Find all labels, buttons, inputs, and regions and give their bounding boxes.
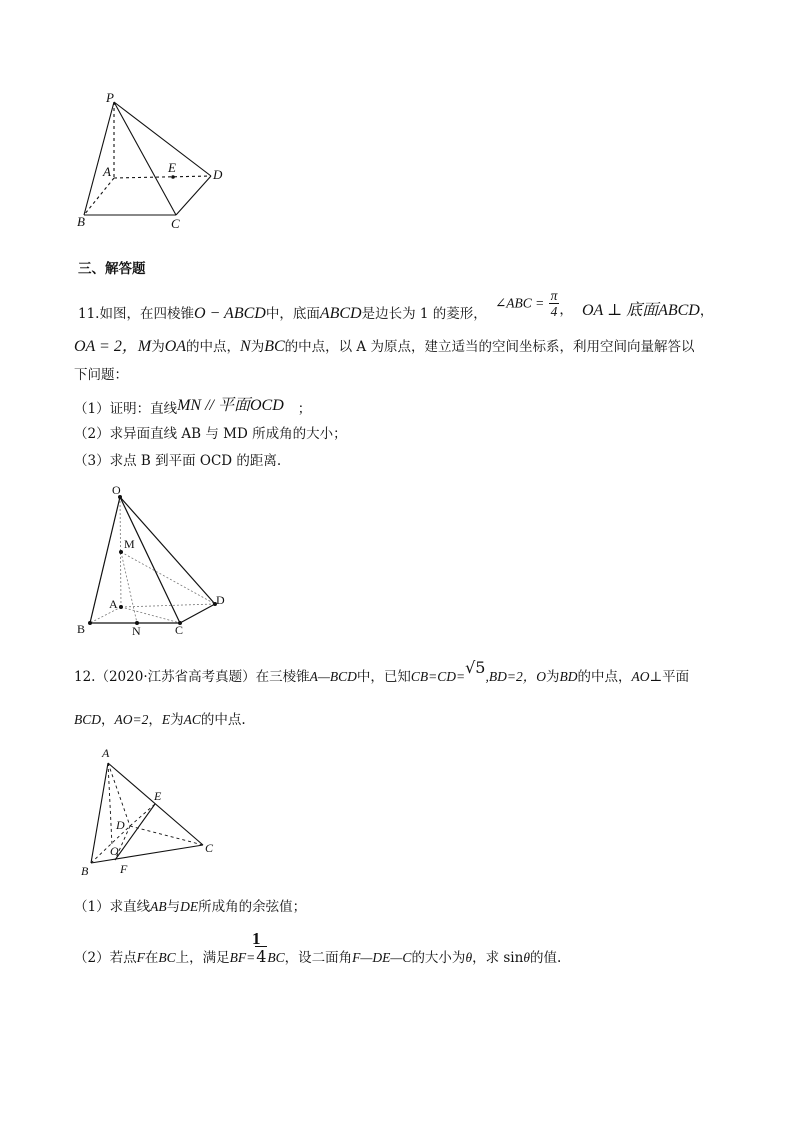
- edge-CD: [180, 604, 215, 623]
- q12-ao: AO: [631, 669, 650, 684]
- q11-text: 11.如图，在四棱锥: [78, 306, 194, 322]
- label-B: B: [77, 622, 86, 636]
- q12-text: 中，已知: [356, 669, 411, 685]
- label-O: O: [112, 483, 121, 497]
- q11-line3: 下问题：: [74, 367, 128, 383]
- label-B: B: [81, 864, 89, 878]
- label-C: C: [171, 216, 180, 231]
- q12-bc2: BC: [267, 950, 285, 965]
- q12-theta: θ: [465, 950, 473, 965]
- segment-MD: [121, 552, 215, 604]
- q11-sub3: （3）求点 B 到平面 OCD 的距离.: [74, 453, 282, 469]
- q12-text: ⊥平面: [649, 669, 690, 685]
- q11-oa-eq: OA = 2: [74, 338, 122, 355]
- edge-PC: [114, 102, 176, 215]
- q11-text: 是边长为 1 的菱形，: [361, 306, 487, 322]
- q12-text: 为: [170, 712, 184, 728]
- label-A: A: [109, 597, 118, 611]
- segment-EF: [115, 804, 155, 860]
- q12-ao-eq: AO=2: [114, 712, 149, 727]
- q12-ac: AC: [183, 712, 201, 727]
- q11-line2: [74, 338, 694, 356]
- edge-AD: [121, 604, 215, 607]
- label-D: D: [116, 818, 125, 832]
- q11-oa: OA: [164, 338, 187, 355]
- q12-text: 12.（2020·江苏省高考真题）在三棱锥: [74, 669, 310, 685]
- label-P: P: [106, 90, 114, 105]
- edge-CD: [176, 176, 211, 215]
- q12-text: ，设二面角: [284, 950, 353, 966]
- q12-line1: [74, 658, 690, 686]
- q12-line2: [74, 711, 246, 729]
- label-N: N: [132, 624, 141, 638]
- q12-theta: θ: [523, 950, 530, 965]
- q12-text: 在: [144, 950, 159, 966]
- label-C: C: [175, 623, 184, 637]
- q12-text: ，: [101, 712, 115, 728]
- q12-bc: BC: [158, 950, 176, 965]
- q11-pyramid: O − ABCD: [193, 305, 266, 322]
- q12-text: 与: [166, 899, 181, 915]
- fraction-numerator: π: [550, 288, 558, 303]
- q11-perp: OA ⊥ 底面ABCD: [582, 302, 700, 319]
- segment-AC: [121, 607, 180, 623]
- q11-text: 为: [250, 339, 265, 355]
- point-B: [88, 621, 92, 625]
- q12-text: ，求 sin: [472, 950, 524, 966]
- edge-OC: [120, 497, 180, 623]
- q11-angle-fraction: [549, 288, 560, 319]
- fraction-denominator: 4: [256, 947, 267, 966]
- label-E: E: [154, 789, 162, 803]
- label-E: E: [168, 160, 176, 175]
- q12-de: DE: [180, 899, 199, 914]
- q12-text: （2）若点: [74, 950, 137, 966]
- q12-text: 所成角的余弦值；: [198, 899, 307, 915]
- edge-BC: [91, 845, 203, 863]
- figure-pyramid-oabcd: [70, 478, 240, 638]
- q12-sub2-fraction-num: 1: [252, 929, 261, 948]
- q11-m: ，M: [121, 338, 152, 355]
- q12-bcd: BCD: [74, 712, 101, 727]
- q12-text: 的中点.: [200, 712, 246, 728]
- label-F: F: [120, 862, 128, 876]
- q11-angle-expr: [495, 288, 573, 319]
- label-O: O: [110, 844, 119, 858]
- q12-ab: AB: [150, 899, 167, 914]
- label-D: D: [216, 593, 225, 607]
- segment-AO: [108, 763, 112, 845]
- point-M: [119, 550, 123, 554]
- q11-line1: [78, 305, 487, 323]
- q12-text: ，: [148, 712, 162, 728]
- q11-angle: ∠ABC =: [495, 295, 545, 311]
- q12-e: E: [161, 712, 171, 727]
- figure-tetrahedron-abcd: [70, 740, 230, 880]
- q11-text: 中，底面: [265, 306, 320, 322]
- label-D: D: [213, 167, 223, 182]
- q12-text: 的值.: [529, 950, 562, 966]
- q12-text: 上，满足: [175, 950, 230, 966]
- q12-text: 的中点，: [577, 669, 632, 685]
- q11-text: 的中点，以 A 为原点，建立适当的空间坐标系，利用空间向量解答以: [284, 339, 695, 355]
- q12-text: 为: [545, 669, 560, 685]
- q12-sub2: [74, 948, 561, 967]
- point-E: [171, 175, 175, 179]
- q12-cb-cd: CB=CD=: [410, 669, 466, 684]
- q11-sub1: [74, 397, 312, 418]
- edge-AD: [114, 176, 211, 178]
- q12-f: F: [136, 950, 145, 965]
- fraction-denominator: 4: [550, 304, 558, 319]
- q12-text: 的大小为: [411, 950, 466, 966]
- q12-fdec: F—DE—C: [352, 950, 412, 965]
- q12-text: （1）求直线: [74, 899, 151, 915]
- q11-text: 为: [151, 339, 165, 355]
- q11-sub1-text: （1）证明：直线: [74, 401, 178, 417]
- q11-base: ABCD: [319, 305, 362, 322]
- label-M: M: [124, 537, 135, 551]
- q12-pyramid: A—BCD: [309, 669, 357, 684]
- label-B: B: [77, 214, 85, 229]
- q11-text: 的中点，: [186, 339, 241, 355]
- q12-bd: ,BD=2，: [485, 669, 537, 684]
- q11-sub2: （2）求异面直线 AB 与 MD 所成角的大小；: [74, 426, 347, 442]
- q11-sub1-expr: MN // 平面OCD: [177, 397, 284, 414]
- q12-bd2: BD: [559, 669, 578, 684]
- figure-pyramid-pabcd: [70, 88, 240, 233]
- q11-bc: BC: [264, 338, 285, 355]
- q11-comma: ，: [559, 302, 573, 318]
- q11-n: N: [240, 338, 251, 355]
- label-C: C: [205, 841, 214, 855]
- q12-o: O: [536, 669, 546, 684]
- segment-DE: [130, 804, 155, 826]
- q12-sqrt5: √5: [465, 658, 486, 677]
- q11-comma: ，: [699, 303, 714, 319]
- point-A: [119, 605, 123, 609]
- q12-bf: BF=: [229, 950, 256, 965]
- edge-PD: [114, 102, 211, 176]
- label-A: A: [102, 746, 110, 760]
- q12-sub1: [74, 898, 306, 916]
- edge-PB: [84, 102, 114, 215]
- section-title: 三、解答题: [78, 261, 146, 277]
- segment-MN: [121, 552, 137, 623]
- label-A: A: [103, 164, 111, 179]
- q11-perp-expr: [582, 302, 713, 320]
- edge-AB: [91, 763, 108, 863]
- q11-sub1-end: ；: [297, 401, 312, 417]
